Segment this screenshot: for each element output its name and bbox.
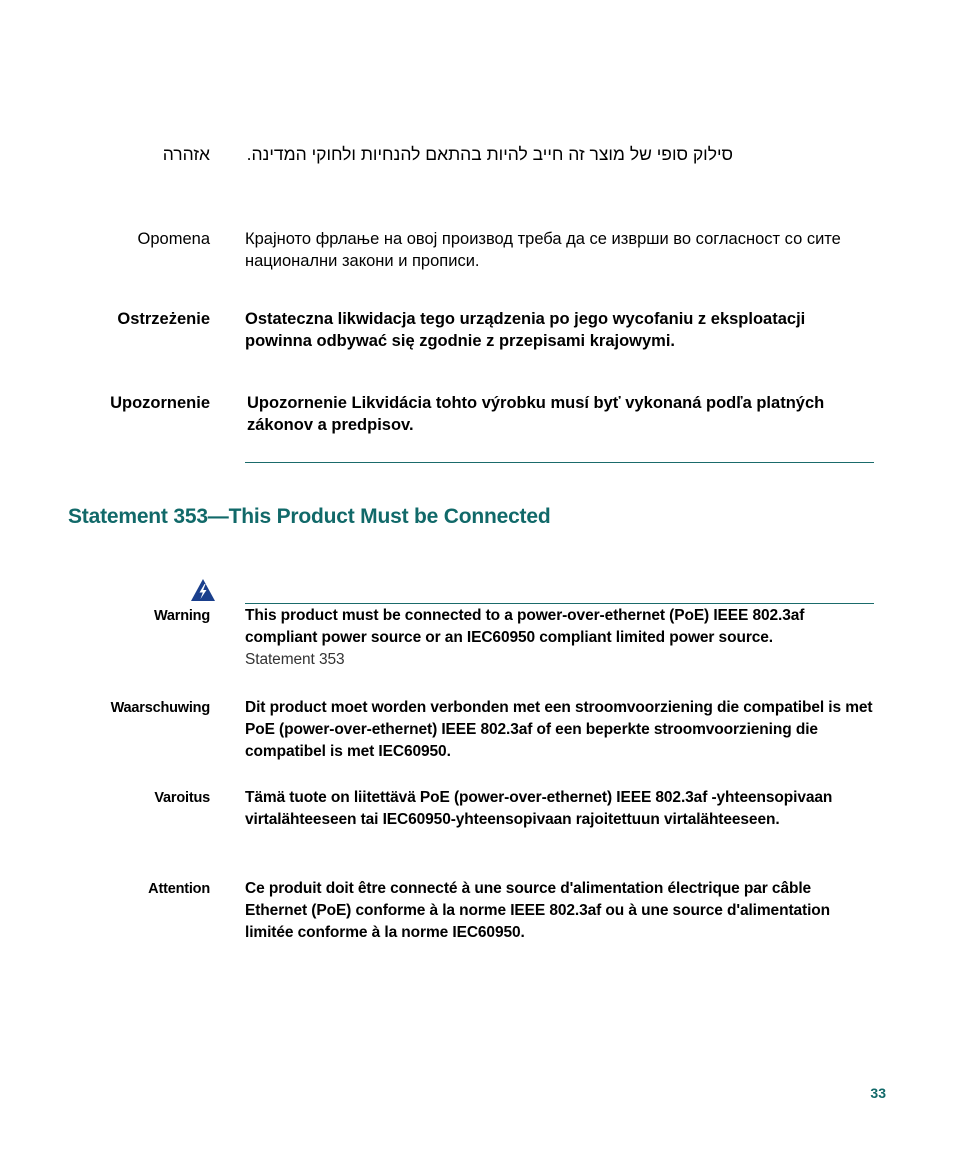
slovak-warning-label: Upozornenie — [110, 394, 210, 412]
polish-warning-text: Ostateczna likwidacja tego urządzenia po jego wycofaniu z eksploatacji powinna odbywać się zgodnie z przepisami krajowymi. — [245, 310, 806, 350]
section-divider — [245, 462, 874, 463]
warning-label-fi: Varoitus — [154, 790, 210, 806]
slovak-warning-text: Upozornenie Likvidácia tohto výrobku musí byť vykonaná podľa platných zákonov a predpisov. — [247, 394, 825, 434]
warning-rule — [245, 603, 874, 604]
macedonian-warning-label: Opomena — [137, 230, 210, 248]
warning-text-en — [245, 605, 875, 671]
page-number: 33 — [870, 1085, 886, 1101]
warning-lightning-icon — [190, 578, 216, 602]
warning-body-en: This product must be connected to a power-over-ethernet (PoE) IEEE 802.3af compliant power source or an IEC60950 compliant limited power source. — [245, 607, 805, 646]
warning-text-nl: Dit product moet worden verbonden met een stroomvoorziening die compatibel is met PoE (power-over-ethernet) IEEE 802.3af of een beperkte stroomvoorziening die compatibel is met IEC60950. — [245, 699, 873, 760]
statement-heading: Statement 353—This Product Must be Connected — [68, 505, 551, 528]
warning-text-fr: Ce produit doit être connecté à une source d'alimentation électrique par câble Ethernet (PoE) conforme à la norme IEEE 802.3af ou à une source d'alimentation limitée conforme à la norme IEC60950. — [245, 880, 831, 941]
statement-reference: Statement 353 — [245, 651, 345, 668]
warning-text-fi: Tämä tuote on liitettävä PoE (power-over-ethernet) IEEE 802.3af -yhteensopivaan virtalähteeseen tai IEC60950-yhteensopivaan rajoitettuun virtalähteeseen. — [245, 789, 833, 828]
polish-warning-label: Ostrzeżenie — [117, 310, 210, 328]
macedonian-warning-text: Крајното фрлање на овој производ треба да се изврши во согласност со сите национални закони и прописи. — [245, 230, 841, 270]
warning-label-en: Warning — [153, 608, 210, 624]
hebrew-warning-label: אזהרה — [162, 144, 210, 164]
hebrew-warning-text: סילוק סופי של מוצר זה חייב להיות בהתאם להנחיות ולחוקי המדינה. — [246, 144, 733, 164]
warning-label-fr: Attention — [148, 881, 210, 897]
warning-label-nl: Waarschuwing — [110, 700, 210, 716]
